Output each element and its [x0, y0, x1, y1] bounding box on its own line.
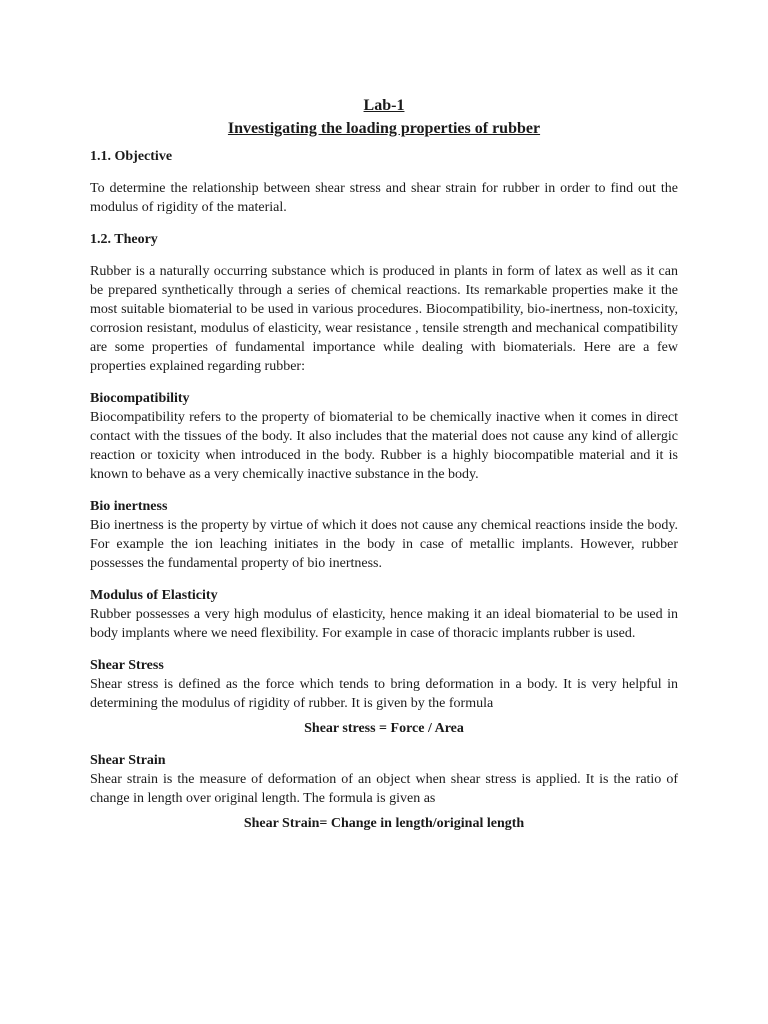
page-title: Investigating the loading properties of rubber	[227, 120, 541, 137]
objective-heading: 1.1. Objective	[90, 149, 173, 164]
biocompatibility-body: Biocompatibility refers to the property of biomaterial to be chemically inactive when it comes in direct contact with the tissues of the body. It also includes that the material does not cause any kind of allergic reaction or toxicity when introduced in the body. Rubber is a highly biocompatible material and it is known to behave as a very chemically inactive substance in the body.	[90, 410, 678, 482]
objective-body: To determine the relationship between shear stress and shear strain for rubber in order to find out the modulus of rigidity of the material.	[90, 181, 678, 215]
shear-stress-body: Shear stress is defined as the force which tends to bring deformation in a body. It is very helpful in determining the modulus of rigidity of rubber. It is given by the formula	[90, 677, 678, 711]
shear-stress-formula: Shear stress = Force / Area	[304, 721, 464, 736]
shear-strain-formula: Shear Strain= Change in length/original length	[243, 816, 525, 831]
modulus-of-elasticity-heading: Modulus of Elasticity	[90, 588, 218, 603]
shear-strain-body: Shear strain is the measure of deformation of an object when shear stress is applied. It is the ratio of change in length over original length. The formula is given as	[90, 772, 678, 806]
modulus-of-elasticity-body: Rubber possesses a very high modulus of elasticity, hence making it an ideal biomaterial to be used in body implants where we need flexibility. For example in case of thoracic implants rubber is used.	[90, 607, 678, 641]
theory-heading: 1.2. Theory	[90, 232, 158, 247]
theory-body: Rubber is a naturally occurring substance which is produced in plants in form of latex as well as it can be prepared synthetically through a series of chemical reactions. Its remarkable properties make it the most suitable biomaterial to be used in various procedures. Biocompatibility, bio-inertness, non-toxicity, corrosion resistant, modulus of elasticity, wear resistance , tensile strength and mechanical compatibility are some properties of fundamental importance while dealing with biomaterials. Here are a few properties explained regarding rubber:	[90, 264, 678, 374]
lab-label: Lab-1	[363, 97, 405, 114]
shear-strain-heading: Shear Strain	[90, 753, 166, 768]
objective-section	[90, 148, 678, 217]
shear-stress-heading: Shear Stress	[90, 658, 164, 673]
bio-inertness-heading: Bio inertness	[90, 499, 168, 514]
theory-section	[90, 231, 678, 376]
modulus-of-elasticity-section	[90, 586, 678, 643]
bio-inertness-section	[90, 497, 678, 573]
shear-stress-section	[90, 656, 678, 738]
shear-strain-section	[90, 751, 678, 833]
biocompatibility-section	[90, 389, 678, 484]
biocompatibility-heading: Biocompatibility	[90, 391, 190, 406]
bio-inertness-body: Bio inertness is the property by virtue of which it does not cause any chemical reactions inside the body. For example the ion leaching initiates in the body in case of metallic implants. However, rubber possesses the fundamental property of bio inertness.	[90, 518, 678, 571]
